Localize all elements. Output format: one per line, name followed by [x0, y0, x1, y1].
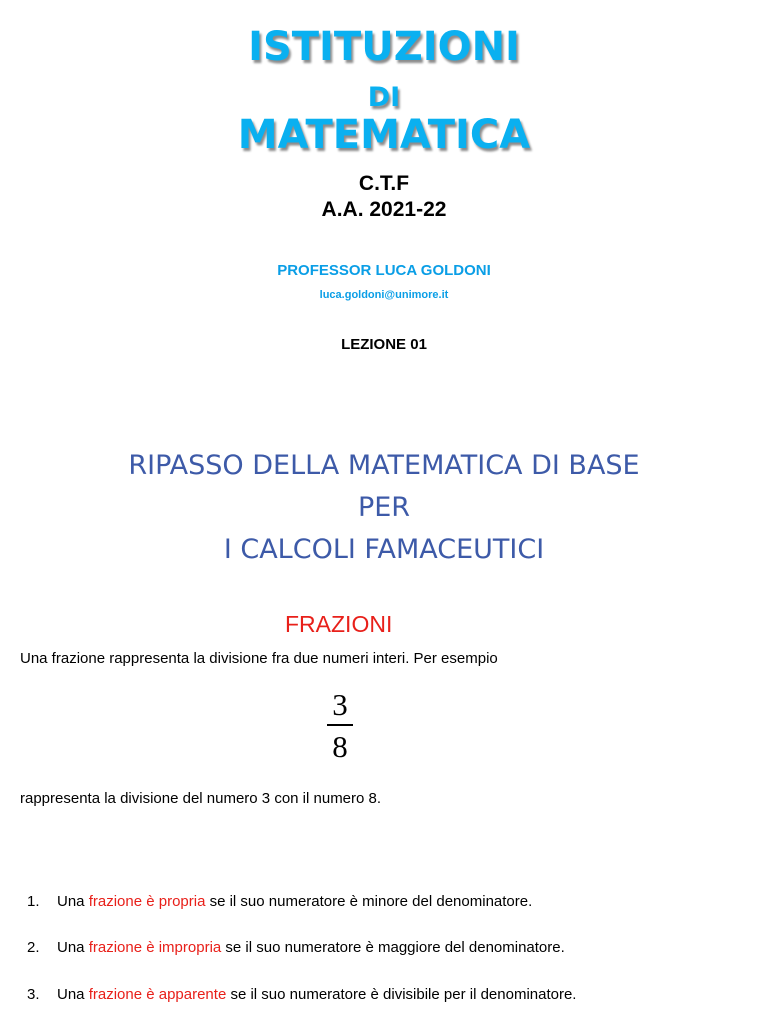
list-item-prefix: Una [57, 939, 89, 956]
title-di: DI [367, 82, 401, 113]
professor-name: PROFESSOR LUCA GOLDONI [277, 262, 491, 279]
list-item-prefix: Una [57, 986, 89, 1003]
list-item [27, 939, 565, 956]
fraction-example [320, 688, 360, 764]
lesson-number: LEZIONE 01 [341, 336, 427, 353]
list-item [27, 986, 576, 1003]
intro-text: Una frazione rappresenta la divisione fra due numeri interi. Per esempio [20, 650, 498, 667]
fraction-denominator: 8 [332, 729, 348, 764]
list-item-number: 3. [27, 986, 40, 1003]
list-item-suffix: se il suo numeratore è minore del denominatore. [205, 893, 533, 910]
course-name: C.T.F [358, 172, 410, 195]
list-item-prefix: Una [57, 893, 89, 910]
subtitle-line-1: RIPASSO DELLA MATEMATICA DI BASE [128, 450, 640, 481]
professor-email: luca.goldoni@unimore.it [319, 289, 449, 301]
list-item-number: 1. [27, 893, 40, 910]
fraction-bar [327, 724, 353, 726]
subtitle-line-2: PER [357, 492, 411, 523]
list-item-highlight: frazione è impropria [88, 939, 222, 956]
subtitle-line-3: I CALCOLI FAMACEUTICI [223, 534, 545, 565]
title-istituzioni: ISTITUZIONI [248, 24, 520, 70]
fraction-numerator: 3 [332, 687, 348, 722]
list-item-suffix: se il suo numeratore è maggiore del denominatore. [221, 939, 565, 956]
section-heading: FRAZIONI [285, 611, 393, 637]
explanation-text: rappresenta la divisione del numero 3 con il numero 8. [20, 790, 382, 807]
list-item [27, 893, 532, 910]
list-item-number: 2. [27, 939, 40, 956]
academic-year: A.A. 2021-22 [321, 198, 447, 221]
title-matematica: MATEMATICA [237, 112, 531, 158]
list-item-suffix: se il suo numeratore è divisibile per il denominatore. [226, 986, 577, 1003]
list-item-highlight: frazione è apparente [88, 986, 227, 1003]
list-item-highlight: frazione è propria [88, 893, 206, 910]
